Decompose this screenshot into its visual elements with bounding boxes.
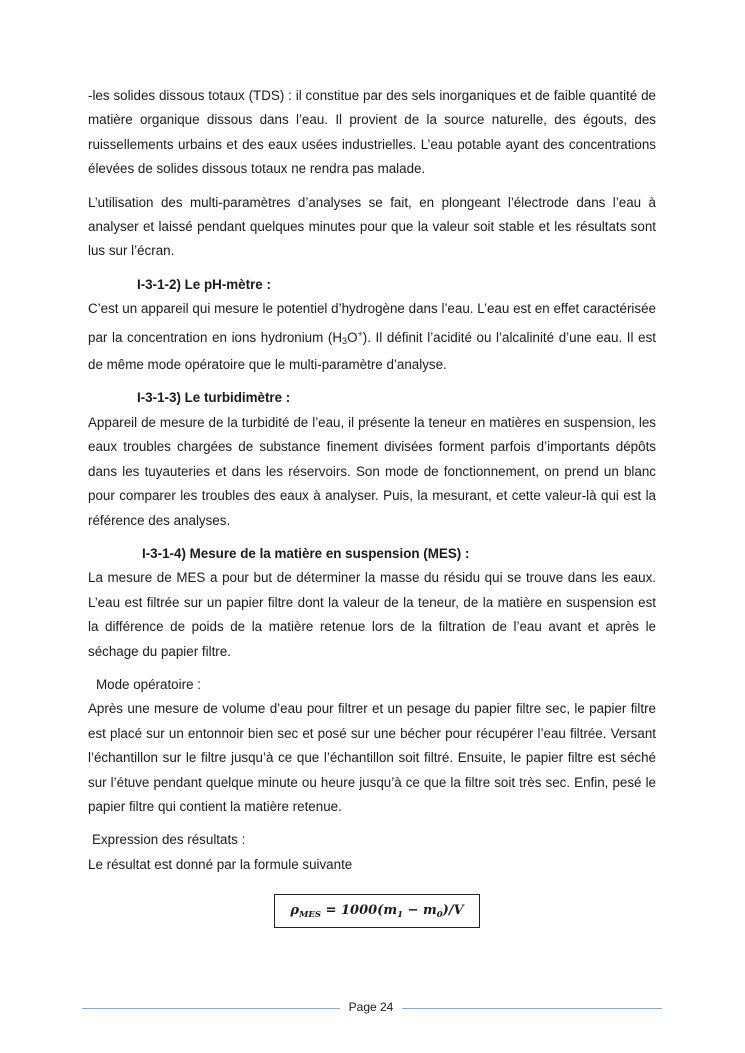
- ph-subscript: 3: [342, 335, 348, 346]
- ph-text-after: ). Il définit l’acidité ou l’alcalinité d’une eau. Il est de même mode opératoire que le multi-paramètre d’analyse.: [88, 329, 656, 373]
- page-footer: [82, 998, 662, 1020]
- formula-rho-subscript: MES: [299, 909, 322, 920]
- formula-rho: ρ: [290, 902, 300, 918]
- turbidimeter-heading: I-3-1-3) Le turbidimètre :: [137, 390, 291, 406]
- mes-heading: I-3-1-4) Mesure de la matière en suspension (MES) :: [142, 545, 470, 561]
- footer-rule-right: [402, 1008, 662, 1009]
- formula-box: [274, 894, 480, 928]
- footer-rule-left: [82, 1008, 340, 1009]
- page-number: Page 24: [348, 1000, 394, 1014]
- formula-m0-subscript: 0: [436, 909, 443, 920]
- ph-mid: O: [347, 329, 358, 345]
- ph-meter-heading: I-3-1-2) Le pH-mètre :: [137, 276, 271, 292]
- formula-minus: − m: [403, 902, 437, 918]
- multiparameter-paragraph: L’utilisation des multi-paramètres d’analyses se fait, en plongeant l’électrode dans l’eau à analyser et laissé pendant quelques minutes pour que la valeur soit stable et les résultats sont lus sur l’écran.: [88, 194, 656, 259]
- ph-superscript: +: [357, 328, 363, 339]
- mode-operatoire-paragraph: Après une mesure de volume d’eau pour filtrer et un pesage du papier filtre sec, le papier filtre est placé sur un entonnoir bien sec et posé sur une bécher pour récupérer l’eau filtrée. Versant l’échantillon sur le filtre jusqu’à ce que l’échantillon soit filtré. Ensuite, le papier filtre est séché sur l’étuve pendant quelque minute ou heure jusqu’à ce que la filtre soit très sec. Enfin, pesé le papier filtre qui contient la matière retenue.: [88, 701, 656, 814]
- turbidimeter-paragraph: Appareil de mesure de la turbidité de l’eau, il présente la teneur en matières en suspension, les eaux troubles chargées de substance finement divisées forment parfois d’importants dépôts dans les tuyauteries et dans les réservoirs. Son mode de fonctionnement, on prend un blanc pour comparer les troubles des eaux à analyser. Puis, la mesurant, et cette valeur-là qui est la référence des analyses.: [88, 414, 656, 528]
- formula-body-start: = 1000(m: [321, 902, 398, 918]
- formula-m1-subscript: 1: [397, 909, 404, 920]
- page-content: [88, 84, 656, 877]
- ph-text-before: C’est un appareil qui mesure le potentiel d’hydrogène dans l’eau. L’eau est en effet caractérisée par la concentration en ions hydronium (H: [88, 301, 656, 345]
- tds-paragraph: -les solides dissous totaux (TDS) : il constitue par des sels inorganiques et de faible quantité de matière organique dissous dans l’eau. Il provient de la source naturelle, des égouts, des ruissellements urbains et des eaux usées industrielles. L’eau potable ayant des concentrations élevées de solides dissous totaux ne rendra pas malade.: [88, 88, 656, 177]
- expression-label: Expression des résultats :: [92, 832, 246, 848]
- formula-body-end: )/V: [442, 902, 464, 918]
- ph-meter-paragraph: [88, 297, 656, 377]
- mes-paragraph: La mesure de MES a pour but de déterminer la masse du résidu qui se trouve dans les eaux. L’eau est filtrée sur un papier filtre dont la valeur de la teneur, de la matière en suspension est la différence de poids de la matière retenue lors de la filtration de l’eau avant et après le séchage du papier filtre.: [88, 570, 656, 659]
- mode-operatoire-label: Mode opératoire :: [96, 676, 201, 692]
- formula-intro: Le résultat est donné par la formule suivante: [88, 856, 353, 872]
- formula: [290, 903, 463, 920]
